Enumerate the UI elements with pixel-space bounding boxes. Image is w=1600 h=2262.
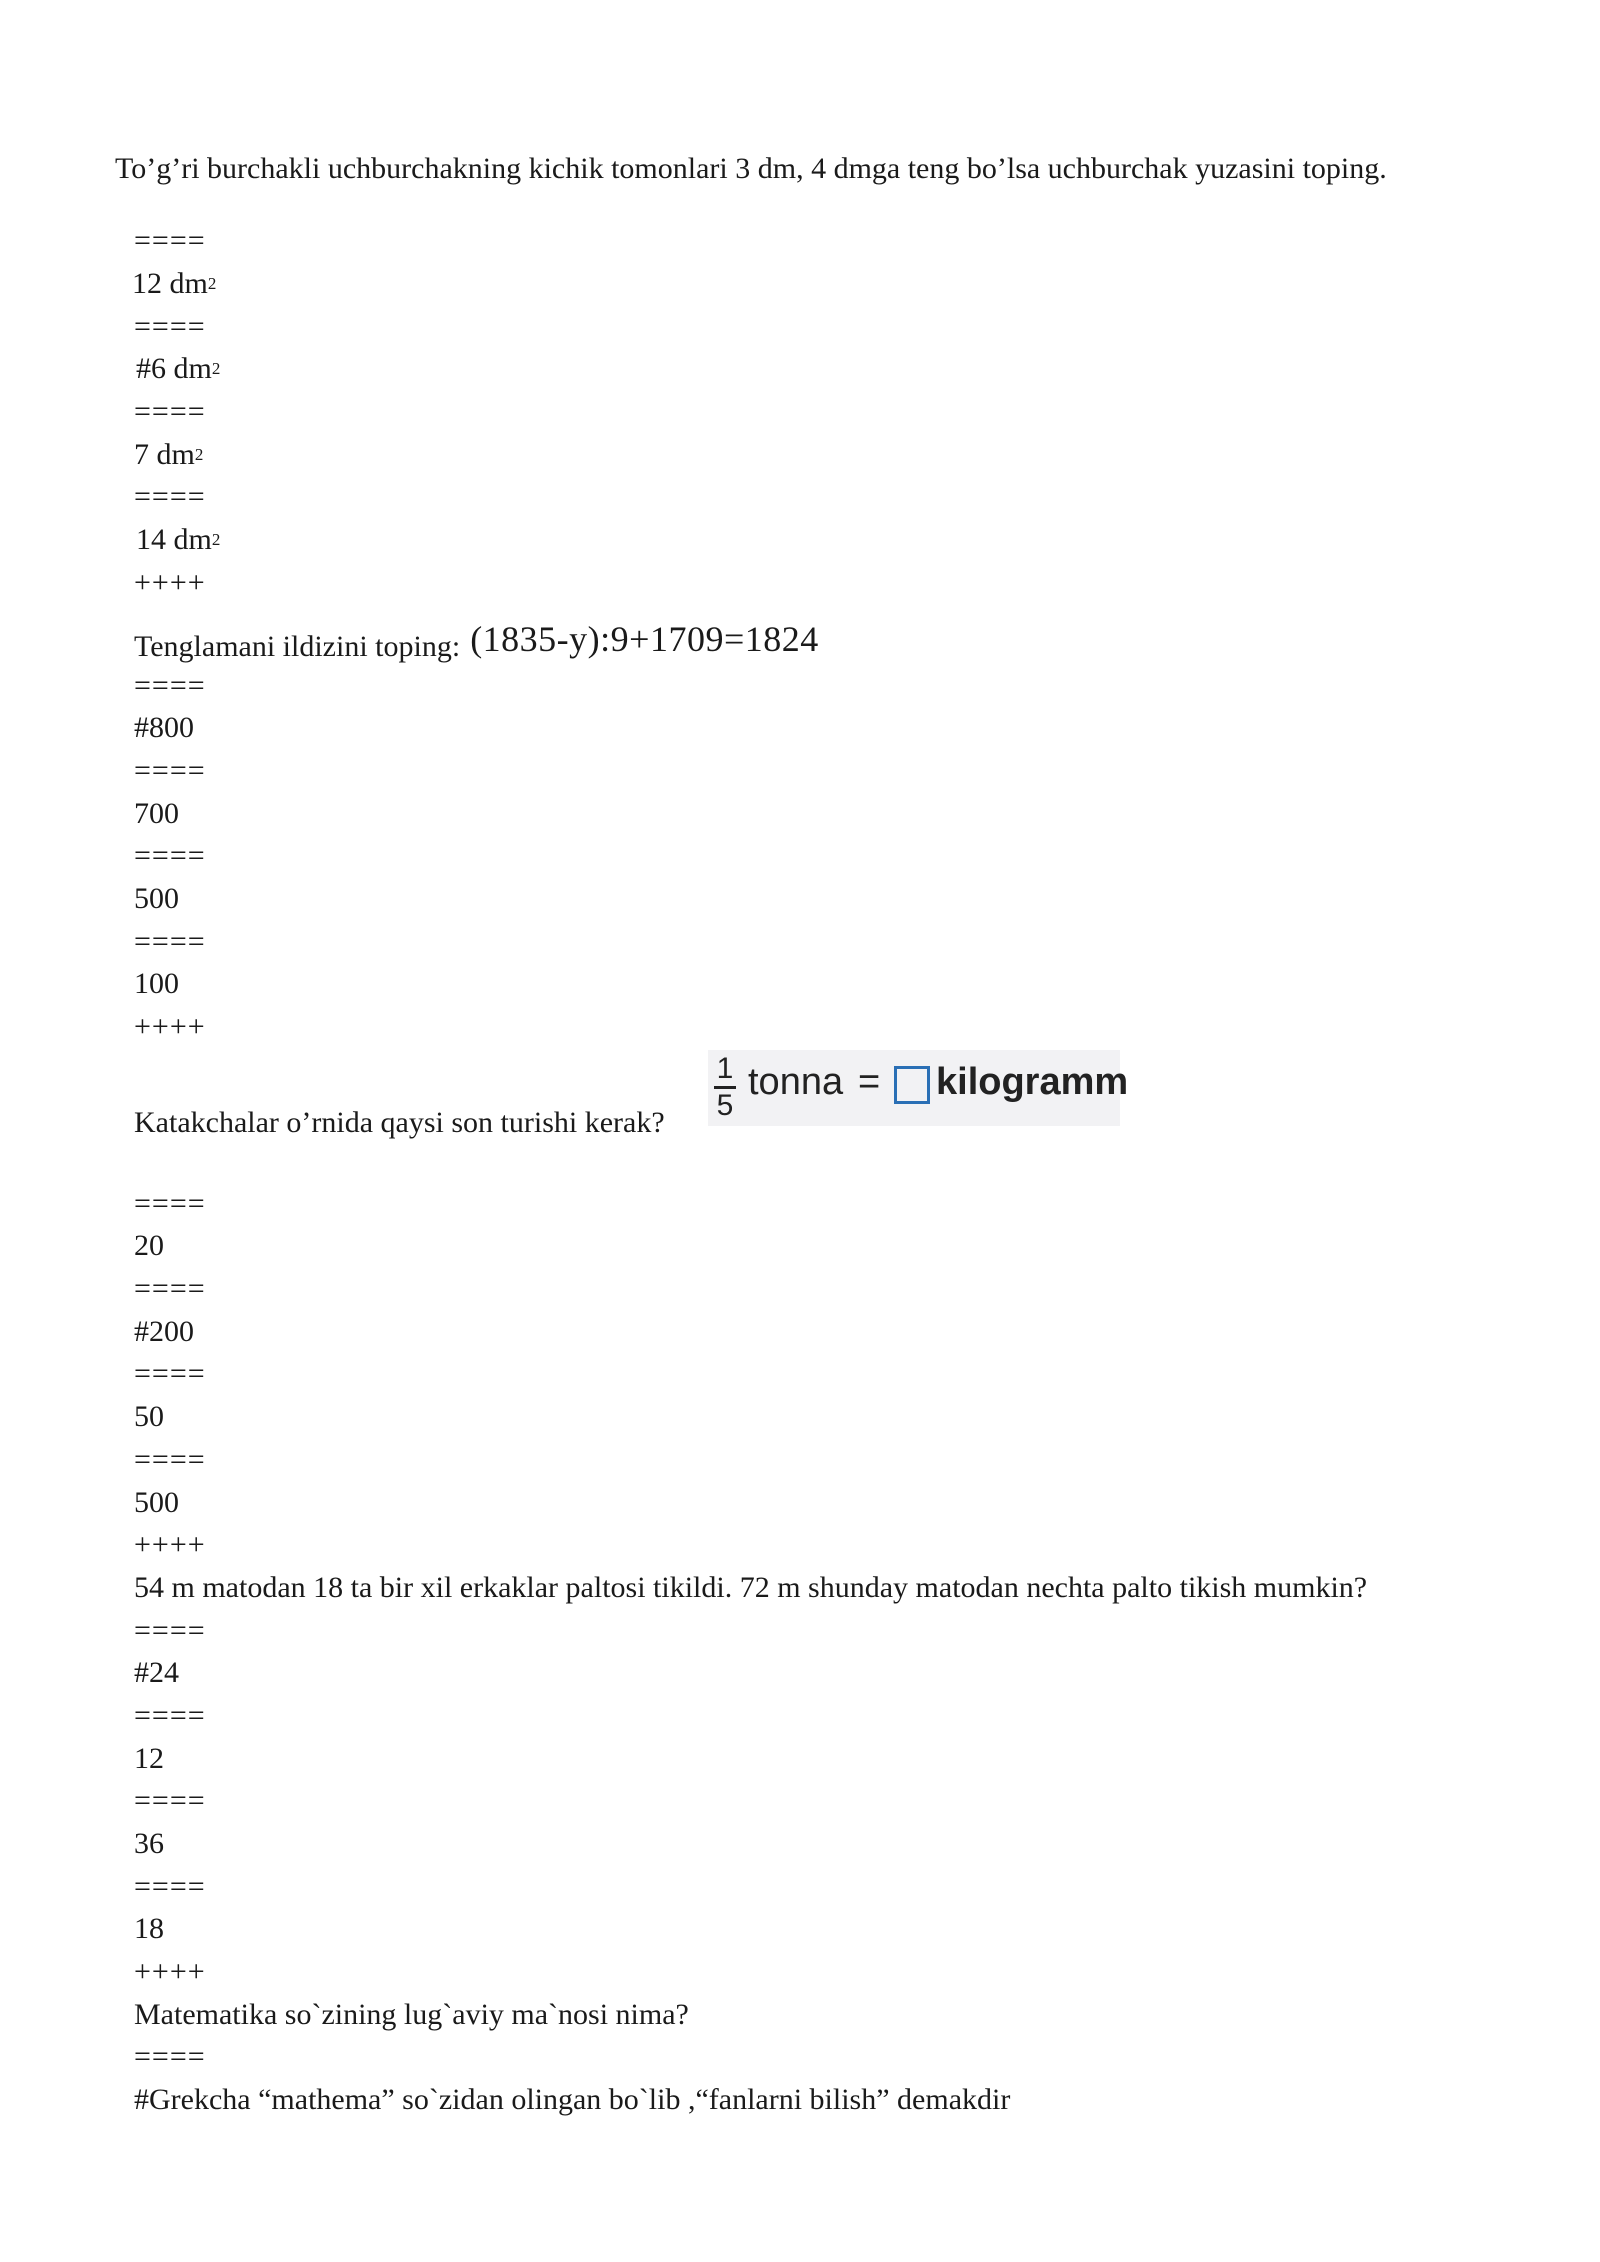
empty-box-icon	[894, 1066, 930, 1104]
separator: ====	[134, 1186, 206, 1220]
answer-option: 20	[134, 1229, 164, 1263]
separator: ====	[134, 1613, 206, 1647]
answer-text: 12 dm	[132, 267, 208, 301]
fraction-numerator: 1	[716, 1052, 734, 1085]
answer-option: 18	[134, 1912, 164, 1946]
answer-option-correct: #800	[134, 711, 194, 745]
separator: ====	[134, 839, 206, 873]
answer-option-correct: #24	[134, 1656, 179, 1690]
formula-word-kilogramm: kilogramm	[936, 1061, 1129, 1103]
answer-option: 14 dm 2	[136, 523, 221, 557]
answer-option: 36	[134, 1827, 164, 1861]
question-1-text: To’g’ri burchakli uchburchakning kichik tomonlari 3 dm, 4 dmga teng bo’lsa uchburchak yuzasini toping.	[115, 152, 1387, 185]
separator: ====	[134, 924, 206, 958]
question-5-text: Matematika so`zining lug`aviy ma`nosi nima?	[134, 1997, 689, 2031]
answer-text: 7 dm	[134, 437, 195, 471]
answer-option-correct: #Grekcha “mathema” so`zidan olingan bo`lib ,“fanlarni bilish” demakdir	[134, 2083, 1011, 2117]
fraction-denominator: 5	[716, 1089, 734, 1122]
spacer	[134, 1142, 1367, 1182]
answer-option: 12	[134, 1741, 164, 1775]
separator: ====	[134, 668, 206, 702]
separator: ====	[134, 395, 206, 429]
separator: ====	[134, 1698, 206, 1732]
answer-option: 500	[134, 881, 179, 915]
separator: ====	[134, 1357, 206, 1391]
question-2-row	[134, 604, 1367, 664]
end-marker: ++++	[134, 565, 206, 599]
separator: ====	[134, 1272, 206, 1306]
formula-image	[708, 1050, 1129, 1126]
separator: ====	[134, 2040, 206, 2074]
separator: ====	[134, 1869, 206, 1903]
formula-word-tonna: tonna	[748, 1061, 844, 1103]
answer-text: #6 dm	[136, 352, 212, 386]
separator: ====	[134, 224, 206, 258]
question-1-answers	[134, 220, 1367, 2122]
answer-option: 50	[134, 1400, 164, 1434]
fraction	[714, 1054, 736, 1121]
end-marker: ++++	[134, 1010, 206, 1044]
answer-option-correct: #200	[134, 1314, 194, 1348]
equation-image: (1835-y):9+1709=1824	[470, 619, 819, 660]
question-2-text: Tenglamani ildizini toping:	[134, 630, 461, 664]
separator: ====	[134, 1784, 206, 1818]
answer-option: 500	[134, 1485, 179, 1519]
answer-option: 7 dm 2	[134, 437, 204, 471]
answer-option: 100	[134, 967, 179, 1001]
separator: ====	[134, 1442, 206, 1476]
answer-option: 12 dm 2	[132, 267, 217, 301]
answer-option: 700	[134, 796, 179, 830]
question-4-text: 54 m matodan 18 ta bir xil erkaklar paltosi tikildi. 72 m shunday matodan nechta palto tikish mumkin?	[134, 1570, 1368, 1604]
separator: ====	[134, 753, 206, 787]
end-marker: ++++	[134, 1955, 206, 1989]
formula-equals: =	[858, 1061, 881, 1103]
separator: ====	[134, 480, 206, 514]
separator: ====	[134, 309, 206, 343]
question-3-text: Katakchalar o’rnida qaysi son turishi kerak?	[134, 1106, 665, 1140]
answer-text: 14 dm	[136, 523, 212, 557]
end-marker: ++++	[134, 1528, 206, 1562]
answer-option-correct: #6 dm 2	[136, 352, 221, 386]
